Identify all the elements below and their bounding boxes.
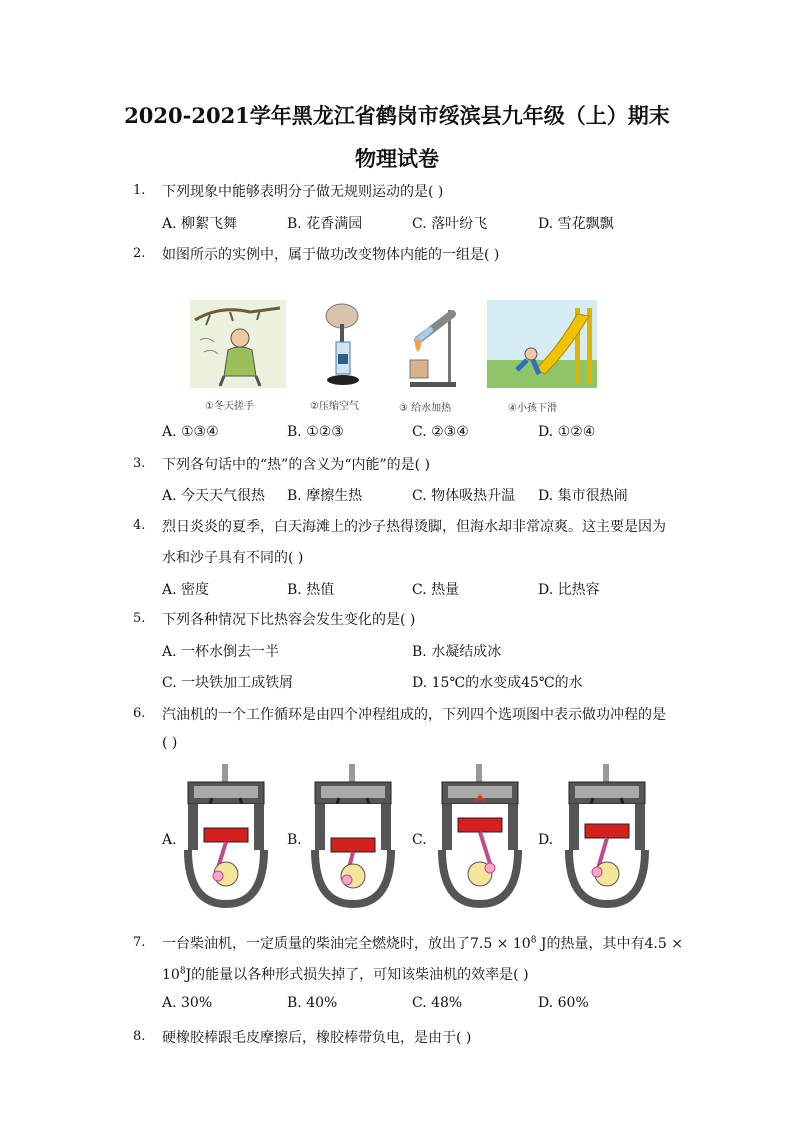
- option-b: B. 水凝结成冰: [412, 644, 502, 660]
- option-b: B. 摩擦生热: [287, 488, 363, 504]
- option-b: B.: [287, 832, 302, 848]
- option-c: C. 物体吸热升温: [412, 488, 516, 504]
- image-caption-3: ③ 给水加热: [399, 403, 452, 414]
- question-stem: 硬橡胶棒跟毛皮摩擦后，橡胶棒带负电，是由于( ): [162, 1030, 472, 1046]
- heating-water-illustration: [400, 300, 462, 388]
- question-number: 8.: [133, 1029, 146, 1044]
- option-b: B. 花香满园: [287, 216, 363, 232]
- option-c: C. 热量: [412, 582, 460, 598]
- image-caption-2: ②压缩空气: [310, 401, 359, 412]
- air-compression-illustration: [316, 300, 376, 388]
- option-d: D. 15℃的水变成45℃的水: [412, 675, 583, 691]
- option-a: A. ①③④: [162, 424, 219, 440]
- option-a: A. 密度: [162, 582, 210, 598]
- option-a: A. 今天天气很热: [162, 488, 266, 504]
- option-c: C. 48%: [412, 995, 463, 1011]
- option-a: A. 30%: [162, 995, 213, 1011]
- question-number: 2.: [133, 246, 146, 261]
- option-a: A. 柳絮飞舞: [162, 216, 238, 232]
- engine-diagram-a: [180, 762, 272, 912]
- option-c: C.: [412, 832, 427, 848]
- question-stem-line2: 水和沙子具有不同的( ): [162, 550, 304, 566]
- option-d: D. ①②④: [538, 424, 596, 440]
- question-stem-line2: ( ): [162, 735, 178, 751]
- option-c: C. 落叶纷飞: [412, 216, 488, 232]
- engine-diagram-b: [307, 762, 399, 912]
- engine-diagram-c: [434, 762, 526, 912]
- question-number: 6.: [133, 706, 146, 721]
- question-stem: 如图所示的实例中，属于做功改变物体内能的一组是( ): [162, 247, 500, 263]
- rubbing-hands-illustration: [190, 300, 286, 388]
- page-title-line2: 物理试卷: [355, 146, 439, 171]
- option-b: B. 40%: [287, 995, 338, 1011]
- option-d: D. 集市很热闹: [538, 488, 628, 504]
- image-caption-1: ①冬天搓手: [205, 401, 254, 412]
- question-number: 5.: [133, 611, 146, 626]
- option-a: A. 一杯水倒去一半: [162, 644, 280, 660]
- engine-diagram-d: [561, 762, 653, 912]
- question-stem-line2: $10^8J$的能量以各种形式损失掉了，可知该柴油机的效率是( ): [162, 966, 529, 983]
- option-b: B. 热值: [287, 582, 335, 598]
- question-stem: 下列各句话中的“热”的含义为“内能”的是( ): [162, 457, 431, 473]
- option-a: A.: [162, 832, 177, 848]
- question-number: 7.: [133, 935, 146, 950]
- option-d: D. 雪花飘飘: [538, 216, 614, 232]
- page-title-line1: 2020-2021学年黑龙江省鹤岗市绥滨县九年级（上）期末: [124, 103, 670, 128]
- question-stem-line1: 汽油机的一个工作循环是由四个冲程组成的，下列四个选项图中表示做功冲程的是: [162, 707, 666, 723]
- image-caption-4: ④小孩下滑: [508, 403, 557, 414]
- option-d: D. 比热容: [538, 582, 600, 598]
- option-c: C. ②③④: [412, 424, 469, 440]
- question-stem: 下列各种情况下比热容会发生变化的是( ): [162, 612, 416, 628]
- child-sliding-illustration: [487, 300, 597, 388]
- question-stem-line1: 一台柴油机，一定质量的柴油完全燃烧时，放出了$7.5 \times 10^8$ J的热量，其中有4.5 ×: [162, 935, 683, 952]
- option-d: D. 60%: [538, 995, 589, 1011]
- question-number: 3.: [133, 456, 146, 471]
- question-number: 1.: [133, 183, 146, 198]
- option-d: D.: [538, 832, 554, 848]
- question-number: 4.: [133, 518, 146, 533]
- option-c: C. 一块铁加工成铁屑: [162, 675, 294, 691]
- question-stem-line1: 烈日炎炎的夏季，白天海滩上的沙子热得烫脚，但海水却非常凉爽。这主要是因为: [162, 519, 666, 535]
- option-b: B. ①②③: [287, 424, 344, 440]
- question-stem: 下列现象中能够表明分子做无规则运动的是( ): [162, 184, 444, 200]
